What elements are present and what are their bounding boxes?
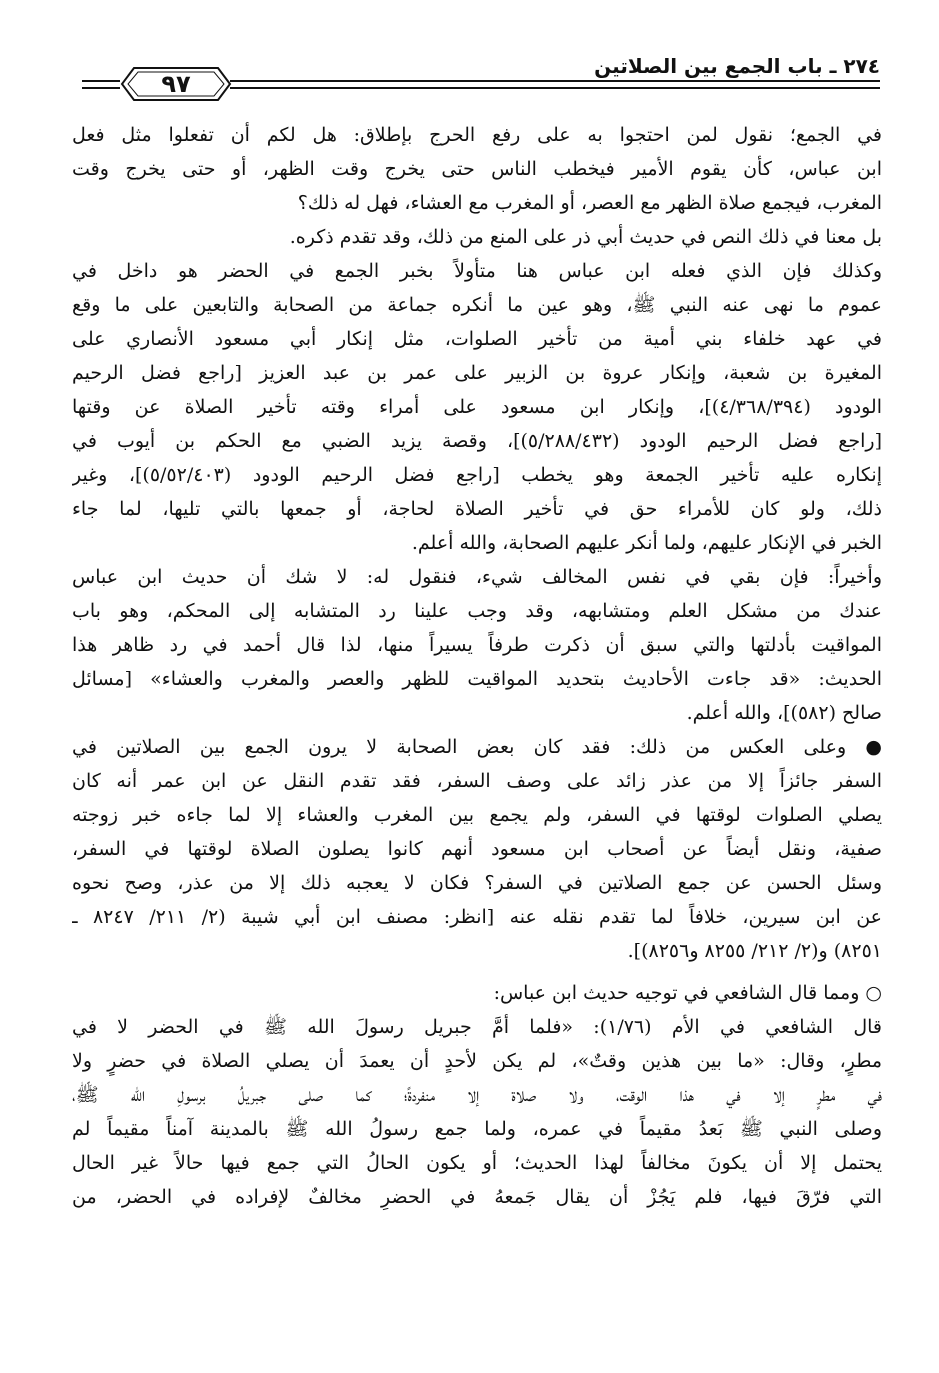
text-line: الحديث: «قد جاءت الأحاديث بتحديد المواقيت للظهر والعصر والمغرب والعشاء» [مسائل xyxy=(72,668,882,690)
text-line: ● وعلى العكس من ذلك: فقد كان بعض الصحابة لا يرون الجمع بين الصلاتين في xyxy=(72,736,882,758)
text-line: ○ ومما قال الشافعي في توجيه حديث ابن عباس: xyxy=(493,982,882,1004)
text-line: مطرٍ، وقال: «ما بين هذين وقتٌ»، لم يكن لأحدٍ أن يعمدَ أن يصلي الصلاة في حضرٍ ولا xyxy=(72,1050,882,1072)
header-rule-top xyxy=(230,80,880,82)
text-line: صفية، ونقل أيضاً عن أصحاب ابن مسعود أنهم كانوا يصلون الصلاة لوقتها في السفر، xyxy=(72,838,882,860)
header-rule-left-top xyxy=(82,80,120,82)
text-line: صالح (٥٨٢)]، والله أعلم. xyxy=(686,702,882,724)
text-line: المواقيت بأدلتها والتي سبق أن ذكرت طرفاً يسيراً منها، لذا قال أحمد في رد ظاهر هذا xyxy=(72,634,882,656)
text-line: الخبر في الإنكار عليهم، ولما أنكر عليهم الصحابة، والله أعلم. xyxy=(411,532,882,554)
text-line: عن ابن سيرين، خلافاً لما تقدم نقله عنه [انظر: مصنف ابن أبي شيبة (٢/ ٢١١/ ٨٢٤٧ ـ xyxy=(72,906,882,928)
text-line: يحتمل إلا أن يكونَ مخالفاً لهذا الحديث؛ أو يكون الحالُ التي جمع فيها حالاً غير الحال xyxy=(72,1152,882,1174)
text-line: ابن عباس، كأن يقوم الأمير فيخطب الناس حتى يخرج وقت الظهر، أو حتى يخرج وقت xyxy=(72,158,882,180)
text-line: بل معنا في ذلك النص في حديث أبي ذر على المنع من ذلك، وقد تقدم ذكره. xyxy=(289,226,882,248)
text-line: قال الشافعي في الأم (١/٧٦): «فلما أمَّ جبريل رسولَ الله ﷺ في الحضر لا في xyxy=(72,1016,882,1038)
page-number: ٩٧ xyxy=(161,70,191,98)
text-line: في مطرٍ إلا في هذا الوقت، ولا صلاة إلا منفردةً؛ كما صلى جبريلُ برسولِ الله ﷺ، xyxy=(72,1084,882,1106)
page-number-badge xyxy=(120,64,232,104)
text-line: السفر جائزاً إلا من عذر زائد على وصف السفر، فقد تقدم النقل عن ابن عمر أنه كان xyxy=(72,770,882,792)
text-line: المغيرة بن شعبة، وإنكار عروة بن الزبير على عمر بن عبد العزيز [راجع فضل الرحيم xyxy=(72,362,882,384)
text-line: وكذلك فإن الذي فعله ابن عباس هنا متأولاً بخبر الجمع في الحضر هو داخل في xyxy=(72,260,882,282)
text-line: في عهد خلفاء بني أمية من تأخير الصلوات، مثل إنكار أبي مسعود الأنصاري على xyxy=(72,328,882,350)
header-rule-left-bottom xyxy=(82,87,120,89)
text-line: ذلك، ولو كان للأمراء حق في تأخير الصلاة لحاجة، أو جمعها بالتي تليها، لما جاء xyxy=(72,498,882,520)
text-line: في الجمع؛ نقول لمن احتجوا به على رفع الحرج بإطلاق: هل لكم أن تفعلوا مثل فعل xyxy=(72,124,882,146)
text-line: عموم ما نهى عنه النبي ﷺ، وهو عين ما أنكره جماعة من الصحابة والتابعين على ما وقع xyxy=(72,294,882,316)
text-line: الودود (٤/٣٦٨/٣٩٤)]، وإنكار ابن مسعود على أمراء وقته تأخير الصلاة عن وقتها xyxy=(72,396,882,418)
text-line: وسئل الحسن عن جمع الصلاتين في السفر؟ فكان لا يعجبه ذلك إلا من عذر، وصح نحوه xyxy=(72,872,882,894)
body-text xyxy=(72,118,882,1358)
text-line: وصلى النبي ﷺ بَعدُ مقيماً في عمره، ولما جمع رسولُ الله ﷺ بالمدينة آمناً مقيماً لم xyxy=(72,1118,882,1140)
text-line: المغرب، فيجمع صلاة الظهر مع العصر، أو المغرب مع العشاء، فهل له ذلك؟ xyxy=(297,192,882,214)
text-line: ٨٢٥١) و(٢/ ٢١٢/ ٨٢٥٥ و٨٢٥٦)]. xyxy=(627,940,882,962)
text-line: وأخيراً: فإن بقي في نفس المخالف شيء، فنقول له: لا شك أن حديث ابن عباس xyxy=(72,566,882,588)
page-header xyxy=(70,50,880,110)
text-line: إنكاره عليه تأخير الجمعة وهو يخطب [راجع فضل الرحيم الودود (٥/٥٢/٤٠٣)]، وغير xyxy=(72,464,882,486)
header-rule-bottom xyxy=(230,87,880,89)
running-title: ٢٧٤ ـ باب الجمع بين الصلاتين xyxy=(580,54,880,78)
text-line: يصلي الصلوات لوقتها في السفر، ولم يجمع بين المغرب والعشاء إلا لما جاءه خبر زوجته xyxy=(72,804,882,826)
text-line: [راجع فضل الرحيم الودود (٥/٢٨٨/٤٣٢)]، وقصة يزيد الضبي مع الحكم بن أيوب في xyxy=(72,430,882,452)
text-line: عندك من مشكل العلم ومتشابهه، وقد وجب علينا رد المتشابه إلى المحكم، وهو باب xyxy=(72,600,882,622)
text-line: التي فرّقَ فيها، فلم يَجُزْ أن يقال جَمعهُ في الحضرِ مخالفٌ لإفراده في الحضر، من xyxy=(72,1186,882,1208)
